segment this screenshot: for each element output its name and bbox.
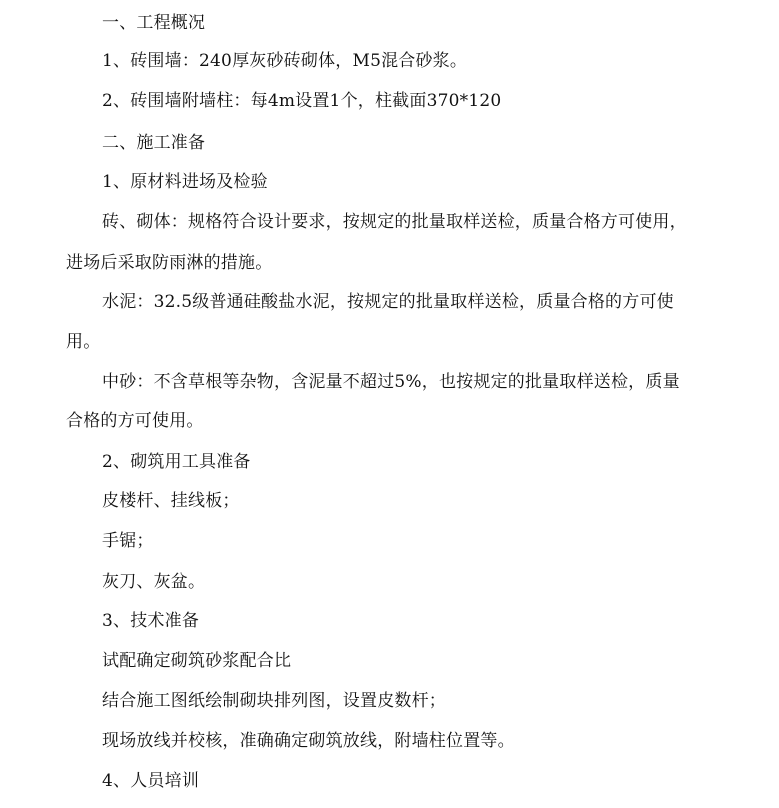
list-item-technical-3: 现场放线并校核，准确确定砌筑放线，附墙柱位置等。 bbox=[102, 731, 515, 751]
paragraph-bricks-line2: 进场后采取防雨淋的措施。 bbox=[66, 253, 273, 273]
subheading-materials: 1、原材料进场及检验 bbox=[102, 172, 268, 192]
paragraph-sand-line1: 中砂：不含草根等杂物，含泥量不超过5%，也按规定的批量取样送检，质量 bbox=[102, 372, 680, 392]
subheading-tools: 2、砌筑用工具准备 bbox=[102, 452, 251, 472]
list-item-tools-2: 手锯； bbox=[102, 531, 154, 551]
subheading-technical: 3、技术准备 bbox=[102, 611, 200, 631]
list-item-tools-3: 灰刀、灰盆。 bbox=[102, 572, 206, 592]
heading-construction-prep: 二、施工准备 bbox=[102, 133, 206, 153]
paragraph-sand-line2: 合格的方可使用。 bbox=[66, 411, 204, 431]
paragraph-bricks-line1: 砖、砌体：规格符合设计要求，按规定的批量取样送检，质量合格方可使用， bbox=[102, 212, 687, 232]
item-brick-wall: 1、砖围墙：240厚灰砂砖砌体，M5混合砂浆。 bbox=[102, 51, 468, 71]
paragraph-cement-line2: 用。 bbox=[66, 332, 101, 352]
subheading-training: 4、人员培训 bbox=[102, 771, 200, 791]
list-item-technical-1: 试配确定砌筑砂浆配合比 bbox=[102, 651, 292, 671]
list-item-tools-1: 皮楼杆、挂线板； bbox=[102, 491, 240, 511]
heading-project-overview: 一、工程概况 bbox=[102, 13, 206, 33]
item-wall-pillar: 2、砖围墙附墙柱：每4m设置1个，柱截面370*120 bbox=[102, 91, 502, 111]
list-item-technical-2: 结合施工图纸绘制砌块排列图，设置皮数杆； bbox=[102, 691, 446, 711]
paragraph-cement-line1: 水泥：32.5级普通硅酸盐水泥，按规定的批量取样送检，质量合格的方可使 bbox=[102, 292, 674, 312]
